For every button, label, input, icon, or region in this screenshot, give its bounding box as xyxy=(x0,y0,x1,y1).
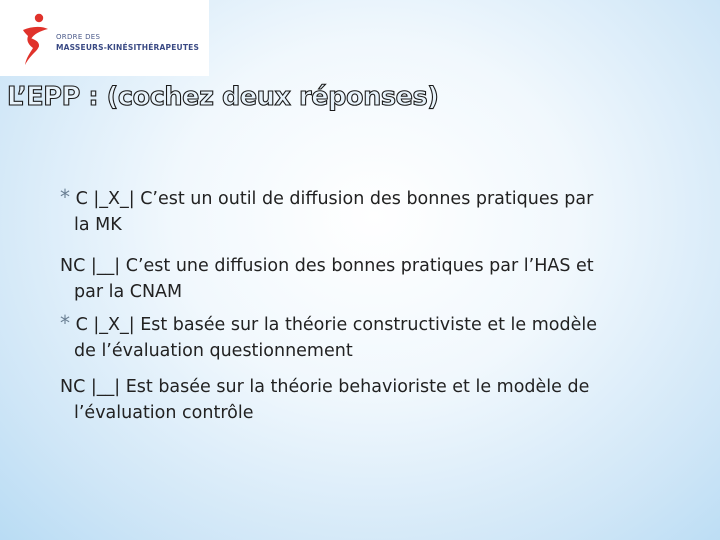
answer-text-line1: NC |__| C’est une diffusion des bonnes pratiques par l’HAS et xyxy=(60,256,594,276)
answer-list xyxy=(60,184,700,423)
bullet-asterisk: * xyxy=(60,185,70,209)
bullet-asterisk: * xyxy=(60,311,70,335)
answer-item xyxy=(60,310,597,364)
answer-text-line2: par la CNAM xyxy=(74,282,183,302)
answer-text-line2: la MK xyxy=(74,215,122,235)
answer-text-line1: C |_X_| Est basée sur la théorie constructiviste et le modèle xyxy=(75,315,597,335)
answer-text-line2: l’évaluation contrôle xyxy=(74,403,254,423)
answer-text-line1: NC |__| Est basée sur la théorie behavioriste et le modèle de xyxy=(60,377,590,397)
logo-text-line2: MASSEURS-KINÉSITHÉRAPEUTES xyxy=(56,43,200,52)
logo-figure-icon xyxy=(18,12,58,68)
answer-text-line2: de l’évaluation questionnement xyxy=(74,341,353,361)
logo-panel xyxy=(0,0,209,76)
answer-item xyxy=(60,184,700,238)
answer-text-line1: C |_X_| C’est un outil de diffusion des bonnes pratiques par xyxy=(75,189,594,209)
slide-title: L’EPP : (cochez deux réponses) xyxy=(7,82,439,112)
logo-text-line1: ORDRE DES xyxy=(56,33,101,41)
answer-item xyxy=(60,372,589,426)
answer-item xyxy=(60,251,594,305)
